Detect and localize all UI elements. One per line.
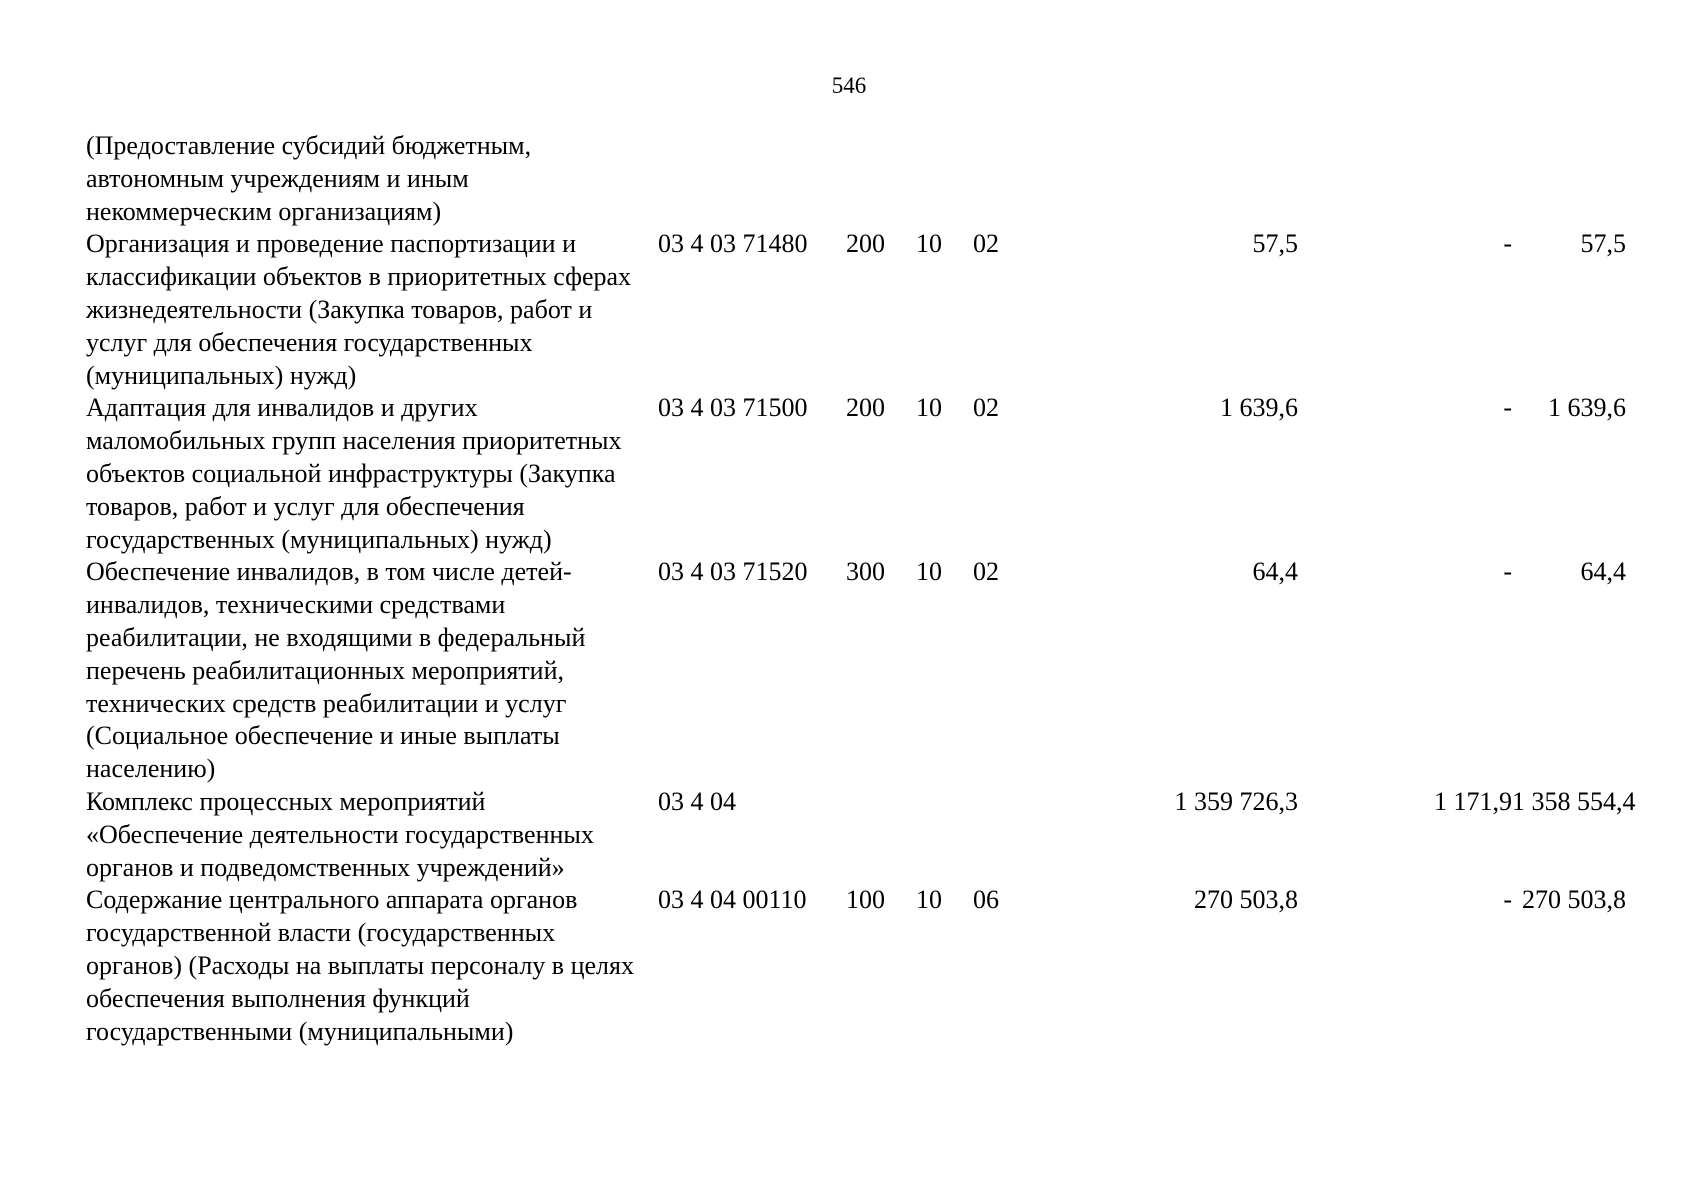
table-row [86,556,1626,786]
row-total-amount [1058,130,1298,228]
row-regional-amount: 57,5 [1580,229,1626,259]
row-regional-amount: 270 503,8 [1522,885,1626,915]
row-section: 10 [916,557,942,587]
row-expense-type: 100 [846,885,885,915]
row-section [916,786,973,884]
row-federal-amount: - [1503,557,1512,587]
row-target-code: 03 4 03 71480 [658,229,808,259]
row-subsection: 06 [973,885,999,915]
row-section [916,130,973,228]
table-row [86,228,1626,392]
row-target-code [658,130,846,228]
row-federal-amount: 1 171,9 [1434,786,1512,816]
row-total-amount: 64,4 [1252,557,1298,587]
row-total-amount: 57,5 [1252,229,1298,259]
row-subsection: 02 [973,229,999,259]
row-target-code: 03 4 04 00110 [658,885,807,915]
row-description: Содержание центрального аппарата органов государственной власти (государственных органов) (Расходы на выплаты персоналу в целях обеспечения выполнения функций государственными (муниципальными) [86,885,634,1046]
row-expense-type: 200 [846,229,885,259]
row-description: (Предоставление субсидий бюджетным, автономным учреждениям и иным некоммерческим организациям) [86,131,532,226]
row-expense-type [846,786,916,884]
page-number: 546 [831,73,867,98]
row-section: 10 [916,229,942,259]
row-total-amount: 270 503,8 [1194,885,1298,915]
row-expense-type: 300 [846,557,885,587]
row-federal-amount: - [1503,885,1512,915]
row-description: Обеспечение инвалидов, в том числе детей-инвалидов, техническими средствами реабилитации, не входящими в федеральный перечень реабилитационных мероприятий, технических средств реабилитации и услуг (Социальное обеспечение и иные выплаты населению) [86,557,586,784]
row-target-code: 03 4 04 [658,786,736,816]
row-section: 10 [916,885,942,915]
row-description: Комплекс процессных мероприятий «Обеспечение деятельности государственных органов и подведомственных учреждений» [86,786,594,882]
row-federal-amount: - [1503,229,1512,259]
row-regional-amount: 64,4 [1580,557,1626,587]
table-row [86,884,1626,1048]
row-subsection: 02 [973,557,999,587]
row-target-code: 03 4 03 71500 [658,393,808,423]
table-row [86,786,1626,884]
row-expense-type: 200 [846,393,885,423]
row-federal-amount: - [1503,393,1512,423]
row-subsection [973,130,1058,228]
row-description: Адаптация для инвалидов и других маломобильных групп населения приоритетных объектов социальной инфраструктуры (Закупка товаров, работ и услуг для обеспечения государственных (муниципальных) нужд) [86,393,622,554]
row-target-code: 03 4 03 71520 [658,557,808,587]
row-total-amount: 1 639,6 [1220,393,1298,423]
row-regional-amount [1512,130,1626,228]
table-row [86,130,1626,228]
row-subsection [973,786,1058,884]
row-regional-amount: 1 639,6 [1548,393,1626,423]
row-subsection: 02 [973,393,999,423]
row-federal-amount [1298,130,1512,228]
table-row [86,392,1626,556]
budget-table [86,130,1636,1048]
row-total-amount: 1 359 726,3 [1174,786,1298,816]
row-expense-type [846,130,916,228]
row-regional-amount: 1 358 554,4 [1512,786,1636,816]
row-section: 10 [916,393,942,423]
row-description: Организация и проведение паспортизации и классификации объектов в приоритетных сферах жизнедеятельности (Закупка товаров, работ и услуг для обеспечения государственных (муниципальных) нужд) [86,229,632,390]
